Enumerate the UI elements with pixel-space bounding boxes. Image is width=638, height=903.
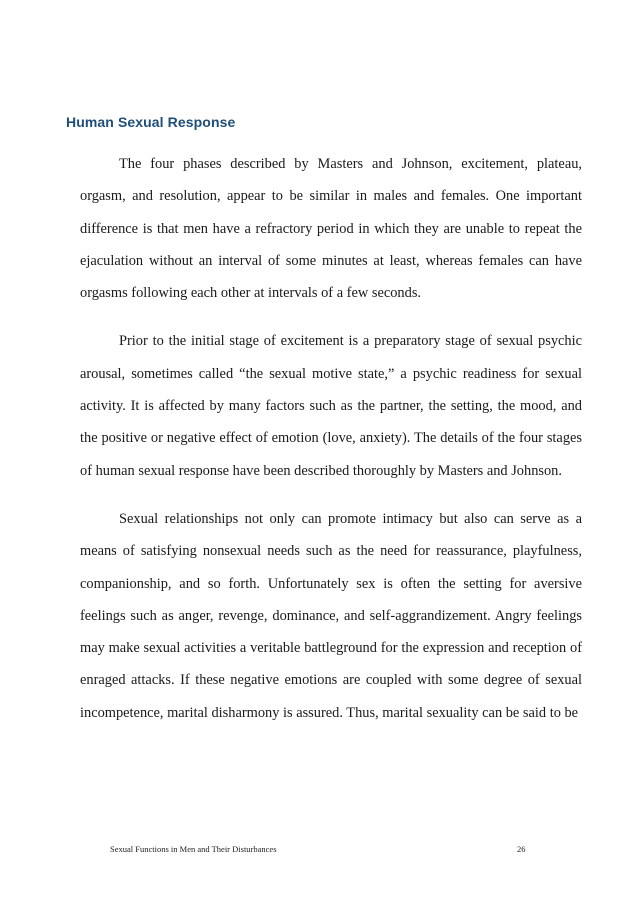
page-number: 26 [517,844,526,854]
body-text [80,148,582,745]
footer-title: Sexual Functions in Men and Their Disturbances [110,844,277,854]
paragraph: Prior to the initial stage of excitement is a preparatory stage of sexual psychic arousal, sometimes called “the sexual motive state,” a psychic readiness for sexual activity. It is affected by many factors such as the partner, the setting, the mood, and the positive or negative effect of emotion (love, anxiety). The details of the four stages of human sexual response have been described thoroughly by Masters and Johnson. [80,333,582,479]
paragraph: Sexual relationships not only can promote intimacy but also can serve as a means of satisfying nonsexual needs such as the need for reassurance, playfulness, companionship, and so forth. Unfortunately sex is often the setting for aversive feelings such as anger, revenge, dominance, and self-aggrandizement. Angry feelings may make sexual activities a veritable battleground for the expression and reception of enraged attacks. If these negative emotions are coupled with some degree of sexual incompetence, marital disharmony is assured. Thus, marital sexuality can be said to be [80,510,582,721]
section-heading: Human Sexual Response [66,114,236,130]
paragraph: The four phases described by Masters and Johnson, excitement, plateau, orgasm, and resolution, appear to be similar in males and females. One important difference is that men have a refractory period in which they are unable to repeat the ejaculation without an interval of some minutes at least, whereas females can have orgasms following each other at intervals of a few seconds. [80,156,582,302]
